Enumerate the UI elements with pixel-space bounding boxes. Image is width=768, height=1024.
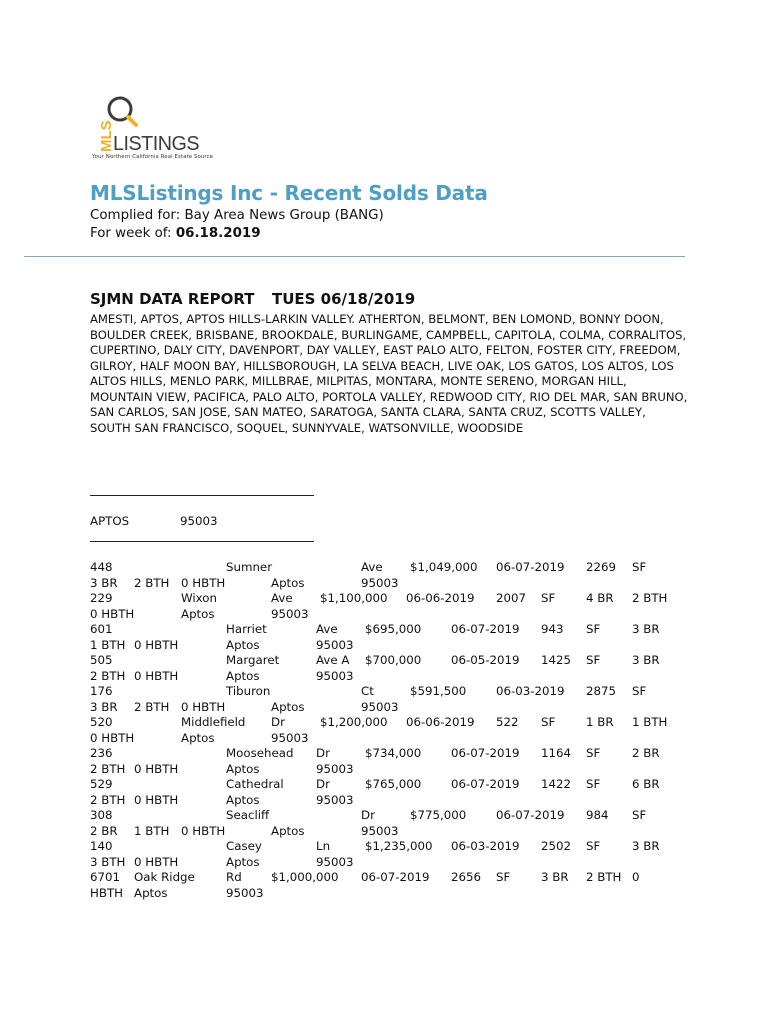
listing-field: 2 BTH — [134, 699, 170, 714]
listing-field: SF — [632, 560, 647, 574]
logo-letters: MLS — [98, 120, 115, 152]
listing-field: 2 BR — [90, 823, 118, 838]
listing-field: 1 BTH — [90, 637, 126, 652]
listing-field: Margaret — [226, 653, 280, 667]
listing-field: 943 — [541, 622, 564, 636]
listing-field: 0 HBTH — [134, 854, 179, 869]
listing-field: Middlefield — [181, 715, 246, 729]
area-rule-top — [90, 495, 314, 496]
listing-field: 95003 — [271, 606, 309, 621]
listing-field: 1 BTH — [134, 823, 170, 838]
listing-field: 6701 — [90, 870, 121, 884]
listing-field: SF — [586, 622, 601, 636]
area-city: APTOS — [90, 514, 130, 528]
listing-field: 95003 — [361, 575, 399, 590]
listing-field: $765,000 — [365, 777, 422, 791]
listing-field: $700,000 — [365, 653, 422, 667]
listing-field: 520 — [90, 715, 113, 729]
listing-field: 3 BTH — [90, 854, 126, 869]
listing-field: $1,000,000 — [271, 870, 339, 884]
listing-field: SF — [632, 684, 647, 698]
logo-word: LISTINGS — [113, 133, 200, 155]
listing-field: Aptos — [226, 668, 260, 683]
week-value: 06.18.2019 — [175, 226, 261, 241]
listing-field: 2007 — [496, 591, 527, 605]
listing-field: SF — [496, 870, 511, 884]
logo-tagline: Your Northern California Real Estate Source — [92, 154, 214, 160]
listing-field: 176 — [90, 684, 113, 698]
listing-field: 06-06-2019 — [406, 591, 475, 605]
listing-field: Aptos — [226, 792, 260, 807]
listing-field: 0 HBTH — [134, 761, 179, 776]
listing-field: Aptos — [134, 885, 168, 900]
listing-field: Wixon — [181, 591, 217, 605]
listing-field: 2502 — [541, 839, 572, 853]
listing-field: HBTH — [90, 885, 124, 900]
listing-field: 2 BTH — [586, 870, 622, 884]
listing-field: 0 — [632, 870, 640, 884]
listing-field: Ave — [271, 591, 293, 605]
listing-field: 06-07-2019 — [451, 777, 520, 791]
listing-field: 505 — [90, 653, 113, 667]
listing-field: 95003 — [316, 668, 354, 683]
listing-field: $775,000 — [410, 808, 467, 822]
listing-field: 95003 — [316, 854, 354, 869]
listing-field: $591,500 — [410, 684, 467, 698]
listing-field: 236 — [90, 746, 113, 760]
listing-field: 2875 — [586, 684, 617, 698]
listing-field: 3 BR — [632, 622, 660, 636]
listing-field: Dr — [316, 746, 330, 760]
listing-field: 06-06-2019 — [406, 715, 475, 729]
listing-field: SF — [586, 746, 601, 760]
listing-field: 2656 — [451, 870, 482, 884]
listing-field: 06-07-2019 — [496, 560, 565, 574]
listing-field: Aptos — [226, 637, 260, 652]
listing-field: 448 — [90, 560, 113, 574]
listing-field: Aptos — [271, 823, 305, 838]
report-heading — [90, 290, 416, 308]
listing-field: 06-07-2019 — [361, 870, 430, 884]
listing-field: 95003 — [226, 885, 264, 900]
listing-field: 3 BR — [90, 575, 118, 590]
listing-field: Sumner — [226, 560, 273, 574]
listing-field: 0 HBTH — [134, 668, 179, 683]
listing-field: 601 — [90, 622, 113, 636]
listing-field: $1,049,000 — [410, 560, 478, 574]
listing-field: 2 BR — [632, 746, 660, 760]
listing-field: Ave — [361, 560, 383, 574]
listing-field: Aptos — [226, 854, 260, 869]
listing-field: 1425 — [541, 653, 572, 667]
header-divider — [24, 256, 685, 257]
listing-field: 4 BR — [586, 591, 614, 605]
listing-field: Dr — [271, 715, 285, 729]
compiled-for: Complied for: Bay Area News Group (BANG) — [90, 208, 384, 223]
listing-field: 3 BR — [632, 653, 660, 667]
listing-field: 6 BR — [632, 777, 660, 791]
listing-field: Dr — [361, 808, 375, 822]
listing-field: 0 HBTH — [134, 792, 179, 807]
listing-field: Aptos — [181, 730, 215, 745]
listing-field: 06-05-2019 — [451, 653, 520, 667]
area-zip: 95003 — [180, 514, 218, 528]
city-list: AMESTI, APTOS, APTOS HILLS-LARKIN VALLEY. ATHERTON, BELMONT, BEN LOMOND, BONNY DOON, BOULDER CREEK, BRISBANE, BROOKDALE, BURLINGAME, CAMPBELL, CAPITOLA, COLMA, CORRALITOS, CUPERTINO, DALY CITY, DAVENPORT, DAY VALLEY, EAST PALO ALTO, FELTON, FOSTER CITY, FREEDOM, GILROY, HALF MOON BAY, HILLSBOROUGH, LA SELVA BEACH, LIVE OAK, LOS GATOS, LOS ALTOS, LOS ALTOS HILLS, MENLO PARK, MILLBRAE, MILPITAS, MONTARA, MONTE SERENO, MORGAN HILL, MOUNTAIN VIEW, PACIFICA, PALO ALTO, PORTOLA VALLEY, REDWOOD CITY, RIO DEL MAR, SAN BRUNO, SAN CARLOS, SAN JOSE, SAN MATEO, SARATOGA, SANTA CLARA, SANTA CRUZ, SCOTTS VALLEY, SOUTH SAN FRANCISCO, SOQUEL, SUNNYVALE, WATSONVILLE, WOODSIDE — [90, 312, 688, 435]
listing-field: Oak Ridge — [134, 870, 195, 884]
listing-field: 95003 — [316, 637, 354, 652]
area-rule-bottom — [90, 541, 314, 542]
listing-field: 0 HBTH — [134, 637, 179, 652]
listing-field: SF — [541, 715, 556, 729]
listing-field: 06-07-2019 — [451, 746, 520, 760]
listing-field: 95003 — [316, 761, 354, 776]
report-date: TUES 06/18/2019 — [272, 290, 416, 308]
listing-field: SF — [586, 777, 601, 791]
listing-field: 06-07-2019 — [496, 808, 565, 822]
listing-field: 2 BTH — [632, 591, 668, 605]
listing-field: 140 — [90, 839, 113, 853]
listing-field: 2 BTH — [134, 575, 170, 590]
listing-field: 1 BR — [586, 715, 614, 729]
listing-field: 0 HBTH — [181, 699, 226, 714]
listing-field: 0 HBTH — [90, 606, 135, 621]
listing-field: 95003 — [361, 699, 399, 714]
listing-field: 0 HBTH — [181, 823, 226, 838]
listing-field: 95003 — [316, 792, 354, 807]
listing-field: 3 BR — [90, 699, 118, 714]
listing-field: Tiburon — [226, 684, 271, 698]
listing-field: 2 BTH — [90, 761, 126, 776]
listing-field: $734,000 — [365, 746, 422, 760]
listing-field: Ave — [316, 622, 338, 636]
listing-field: 1164 — [541, 746, 572, 760]
listing-field: SF — [586, 839, 601, 853]
listing-field: Ln — [316, 839, 331, 853]
listing-field: 3 BR — [632, 839, 660, 853]
listing-field: 06-03-2019 — [451, 839, 520, 853]
listing-field: SF — [586, 653, 601, 667]
listing-field: 529 — [90, 777, 113, 791]
listing-field: 06-07-2019 — [451, 622, 520, 636]
listing-field: Ct — [361, 684, 374, 698]
listing-field: SF — [632, 808, 647, 822]
report-name: SJMN DATA REPORT — [90, 290, 255, 308]
listing-field: 0 HBTH — [90, 730, 135, 745]
listing-field: $1,100,000 — [320, 591, 388, 605]
listing-field: Dr — [316, 777, 330, 791]
listing-field: Moosehead — [226, 746, 294, 760]
listing-field: Aptos — [271, 699, 305, 714]
listing-field: 1422 — [541, 777, 572, 791]
listing-field: Rd — [226, 870, 242, 884]
listing-field: SF — [541, 591, 556, 605]
week-label: For week of: — [90, 226, 176, 241]
listing-field: $1,200,000 — [320, 715, 388, 729]
listing-field: 2 BTH — [90, 792, 126, 807]
listing-field: 984 — [586, 808, 609, 822]
listing-field: Seacliff — [226, 808, 270, 822]
listing-field: $1,235,000 — [365, 839, 433, 853]
listing-field: 308 — [90, 808, 113, 822]
listing-field: Cathedral — [226, 777, 284, 791]
listing-field: 06-03-2019 — [496, 684, 565, 698]
week-of — [90, 226, 261, 241]
listing-field: Aptos — [226, 761, 260, 776]
listing-field: 2269 — [586, 560, 617, 574]
listing-field: 3 BR — [541, 870, 569, 884]
listing-field: Aptos — [271, 575, 305, 590]
listing-field: 95003 — [361, 823, 399, 838]
listing-field: Casey — [226, 839, 262, 853]
listing-field: 95003 — [271, 730, 309, 745]
listing-field: Harriet — [226, 622, 267, 636]
listing-field: Ave A — [316, 653, 350, 667]
listing-field: Aptos — [181, 606, 215, 621]
listing-field: 0 HBTH — [181, 575, 226, 590]
listing-field: 1 BTH — [632, 715, 668, 729]
listing-field: 229 — [90, 591, 113, 605]
report-title: MLSListings Inc - Recent Solds Data — [90, 181, 488, 205]
listing-field: 522 — [496, 715, 519, 729]
listing-field: 2 BTH — [90, 668, 126, 683]
listing-field: $695,000 — [365, 622, 422, 636]
